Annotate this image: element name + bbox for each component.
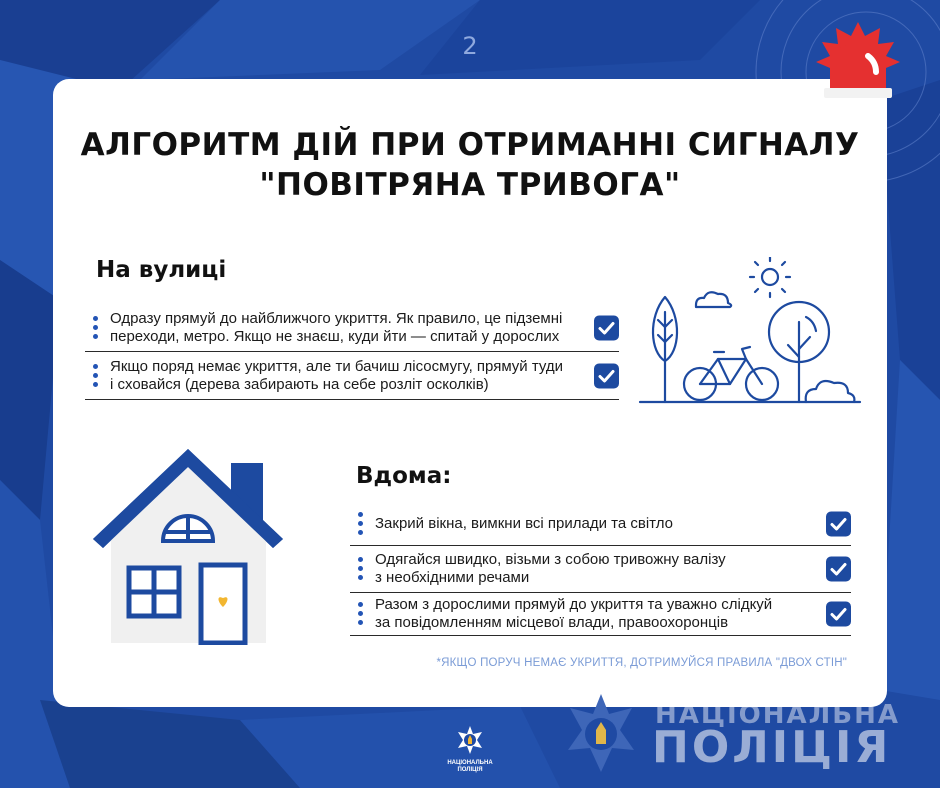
- street-heading: На вулиці: [96, 257, 227, 283]
- bullet-dots-icon: [358, 602, 364, 626]
- checkbox-checked-icon: [594, 315, 619, 340]
- list-item-text: Якщо поряд немає укриття, але ти бачиш лісосмугу, прямуй туди і сховайся (дерева забирають на себе розліт осколків): [110, 357, 564, 393]
- logo-small-line-1: НАЦІОНАЛЬНА: [447, 760, 493, 766]
- list-item: [350, 593, 851, 636]
- checkbox-checked-icon: [826, 512, 851, 537]
- park-bicycle-illustration: [638, 257, 863, 405]
- list-item-text: Закрий вікна, вимкни всі прилади та світло: [375, 515, 673, 532]
- list-item-text: Разом з дорослими прямуй до укриття та уважно слідкуй за повідомленням місцевої влади, правоохоронців: [375, 596, 773, 631]
- bullet-dots-icon: [93, 364, 99, 388]
- home-list: [350, 503, 851, 636]
- list-item-text: Одягайся швидко, візьми з собою тривожну валізу з необхідними речами: [375, 551, 726, 586]
- page-title: [53, 125, 887, 205]
- bullet-dots-icon: [358, 557, 364, 581]
- home-heading: Вдома:: [356, 463, 452, 489]
- siren-icon: [808, 20, 908, 104]
- police-emblem-icon: [560, 692, 642, 774]
- list-item: [85, 352, 619, 400]
- title-line-2: "ПОВІТРЯНА ТРИВОГА": [259, 167, 681, 203]
- bullet-dots-icon: [93, 316, 99, 340]
- police-logo-small: [440, 725, 500, 774]
- checkbox-checked-icon: [826, 602, 851, 627]
- list-item: [350, 503, 851, 546]
- brand-line-2: ПОЛІЦІЯ: [652, 722, 892, 773]
- content-card: [53, 79, 887, 707]
- title-line-1: АЛГОРИТМ ДІЙ ПРИ ОТРИМАННІ СИГНАЛУ: [80, 127, 860, 163]
- house-illustration: [93, 447, 285, 645]
- street-list: [85, 304, 619, 400]
- checkbox-checked-icon: [594, 363, 619, 388]
- page-number: 2: [462, 32, 478, 60]
- bullet-dots-icon: [358, 512, 364, 536]
- brand-line-1: НАЦІОНАЛЬНА: [655, 700, 900, 730]
- list-item: [85, 304, 619, 352]
- logo-small-line-2: ПОЛІЦІЯ: [457, 767, 483, 773]
- checkbox-checked-icon: [826, 557, 851, 582]
- list-item: [350, 546, 851, 593]
- footnote: *ЯКЩО ПОРУЧ НЕМАЄ УКРИТТЯ, ДОТРИМУЙСЯ ПРАВИЛА "ДВОХ СТІН": [436, 657, 847, 669]
- police-star-icon: [455, 725, 485, 755]
- list-item-text: Одразу прямуй до найближчого укриття. Як правило, це підземні переходи, метро. Якщо не знаєш, куди йти — спитай у дорослих: [110, 309, 563, 345]
